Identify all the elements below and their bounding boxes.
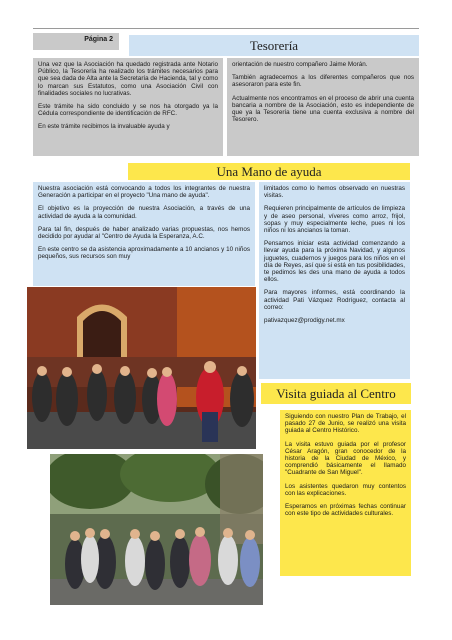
visita-heading: Visita guiada al Centro xyxy=(261,383,411,404)
paragraph: También agradecemos a los diferentes compañeros que nos asesoraron para este fin. xyxy=(232,74,414,89)
contact-email[interactable]: pativazquez@prodigy.net.mx xyxy=(264,317,345,325)
paragraph: limitados como lo hemos observado en nuestras visitas. xyxy=(264,185,405,200)
paragraph: Para tal fin, después de haber analizado varias propuestas, nos hemos decidido por ayudar al "Centro de Ayuda la Esperanza, A.C. xyxy=(38,225,250,241)
tesoreria-left-column xyxy=(33,58,223,156)
paragraph: Requieren principalmente de artículos de limpieza y de aseo personal, víveres como arroz, frijol, sopas y muy especialmente leche, pues ni los niños ni los ancianos la toman. xyxy=(264,205,405,235)
paragraph: Esperamos en próximas fechas continuar con este tipo de actividades culturales. xyxy=(285,503,406,518)
paragraph: Pensamos iniciar esta actividad comenzando a llevar ayuda para la próxima Navidad, y algunos juguetes, cuadernos y juegos para los niños en el día de Reyes, así que si está en tus posibilidades, te pedimos les des una mano de ayuda a todos ellos. xyxy=(264,240,405,284)
paragraph: Los asistentes quedaron muy contentos con las explicaciones. xyxy=(285,482,406,497)
paragraph: En este trámite recibimos la invaluable ayuda y xyxy=(38,123,170,131)
paragraph: Nuestra asociación está convocando a todos los integrantes de nuestra Generación a participar en el proyecto "Una mano de ayuda". xyxy=(38,185,250,200)
tesoreria-right-column xyxy=(227,58,419,156)
paragraph: El objetivo es la proyección de nuestra Asociación, a través de una actividad de ayuda a la comunidad. xyxy=(38,205,250,220)
paragraph: Una vez que la Asociación ha quedado registrada ante Notario Público, la Tesorería ha realizado los trámites necesarios para que sea dada de Alta ante la Secretaría de Hacienda, tal y como lo marcan sus Estatutos, como una Asociación Civil con finalidades sociales no lucrativas. xyxy=(38,61,218,97)
mano-heading: Una Mano de ayuda xyxy=(128,163,410,180)
paragraph: En este centro se da asistencia aproximadamente a 10 ancianos y 10 niños pequeños, sus recursos son muy xyxy=(38,246,250,261)
paragraph: Para mayores informes, está coordinando la actividad Pati Vázquez Rodríguez, contacta al correo: xyxy=(264,289,405,311)
tesoreria-heading: Tesorería xyxy=(129,35,419,56)
mano-left-column xyxy=(33,182,255,286)
group-photo-trees xyxy=(50,454,263,605)
top-rule xyxy=(33,28,419,29)
group-photo-building xyxy=(27,287,256,449)
paragraph: Actualmente nos encontramos en el proceso de abrir una cuenta bancaria a nombre de la Asociación, esto es independiente de que ya la Tesorería tiene una cuenta exclusiva a nombre del Tesorero. xyxy=(232,94,414,124)
paragraph: orientación de nuestro compañero Jaime Morán. xyxy=(232,61,368,68)
paragraph: Siguiendo con nuestro Plan de Trabajo, el pasado 27 de Junio, se realizó una visita guiada al Centro Histórico. xyxy=(285,413,406,435)
paragraph: La visita estuvo guiada por el profesor César Aragón, gran conocedor de la historia de la Ciudad de México, y comprendió básicamente el llamado "Cuadrante de San Miguel". xyxy=(285,440,406,477)
page-number: Página 2 xyxy=(33,33,119,50)
mano-right-column xyxy=(259,182,410,379)
paragraph: Este trámite ha sido concluido y se nos ha otorgado ya la Cédula correspondiente de identificación de RFC. xyxy=(38,103,218,118)
visita-text xyxy=(280,410,411,576)
